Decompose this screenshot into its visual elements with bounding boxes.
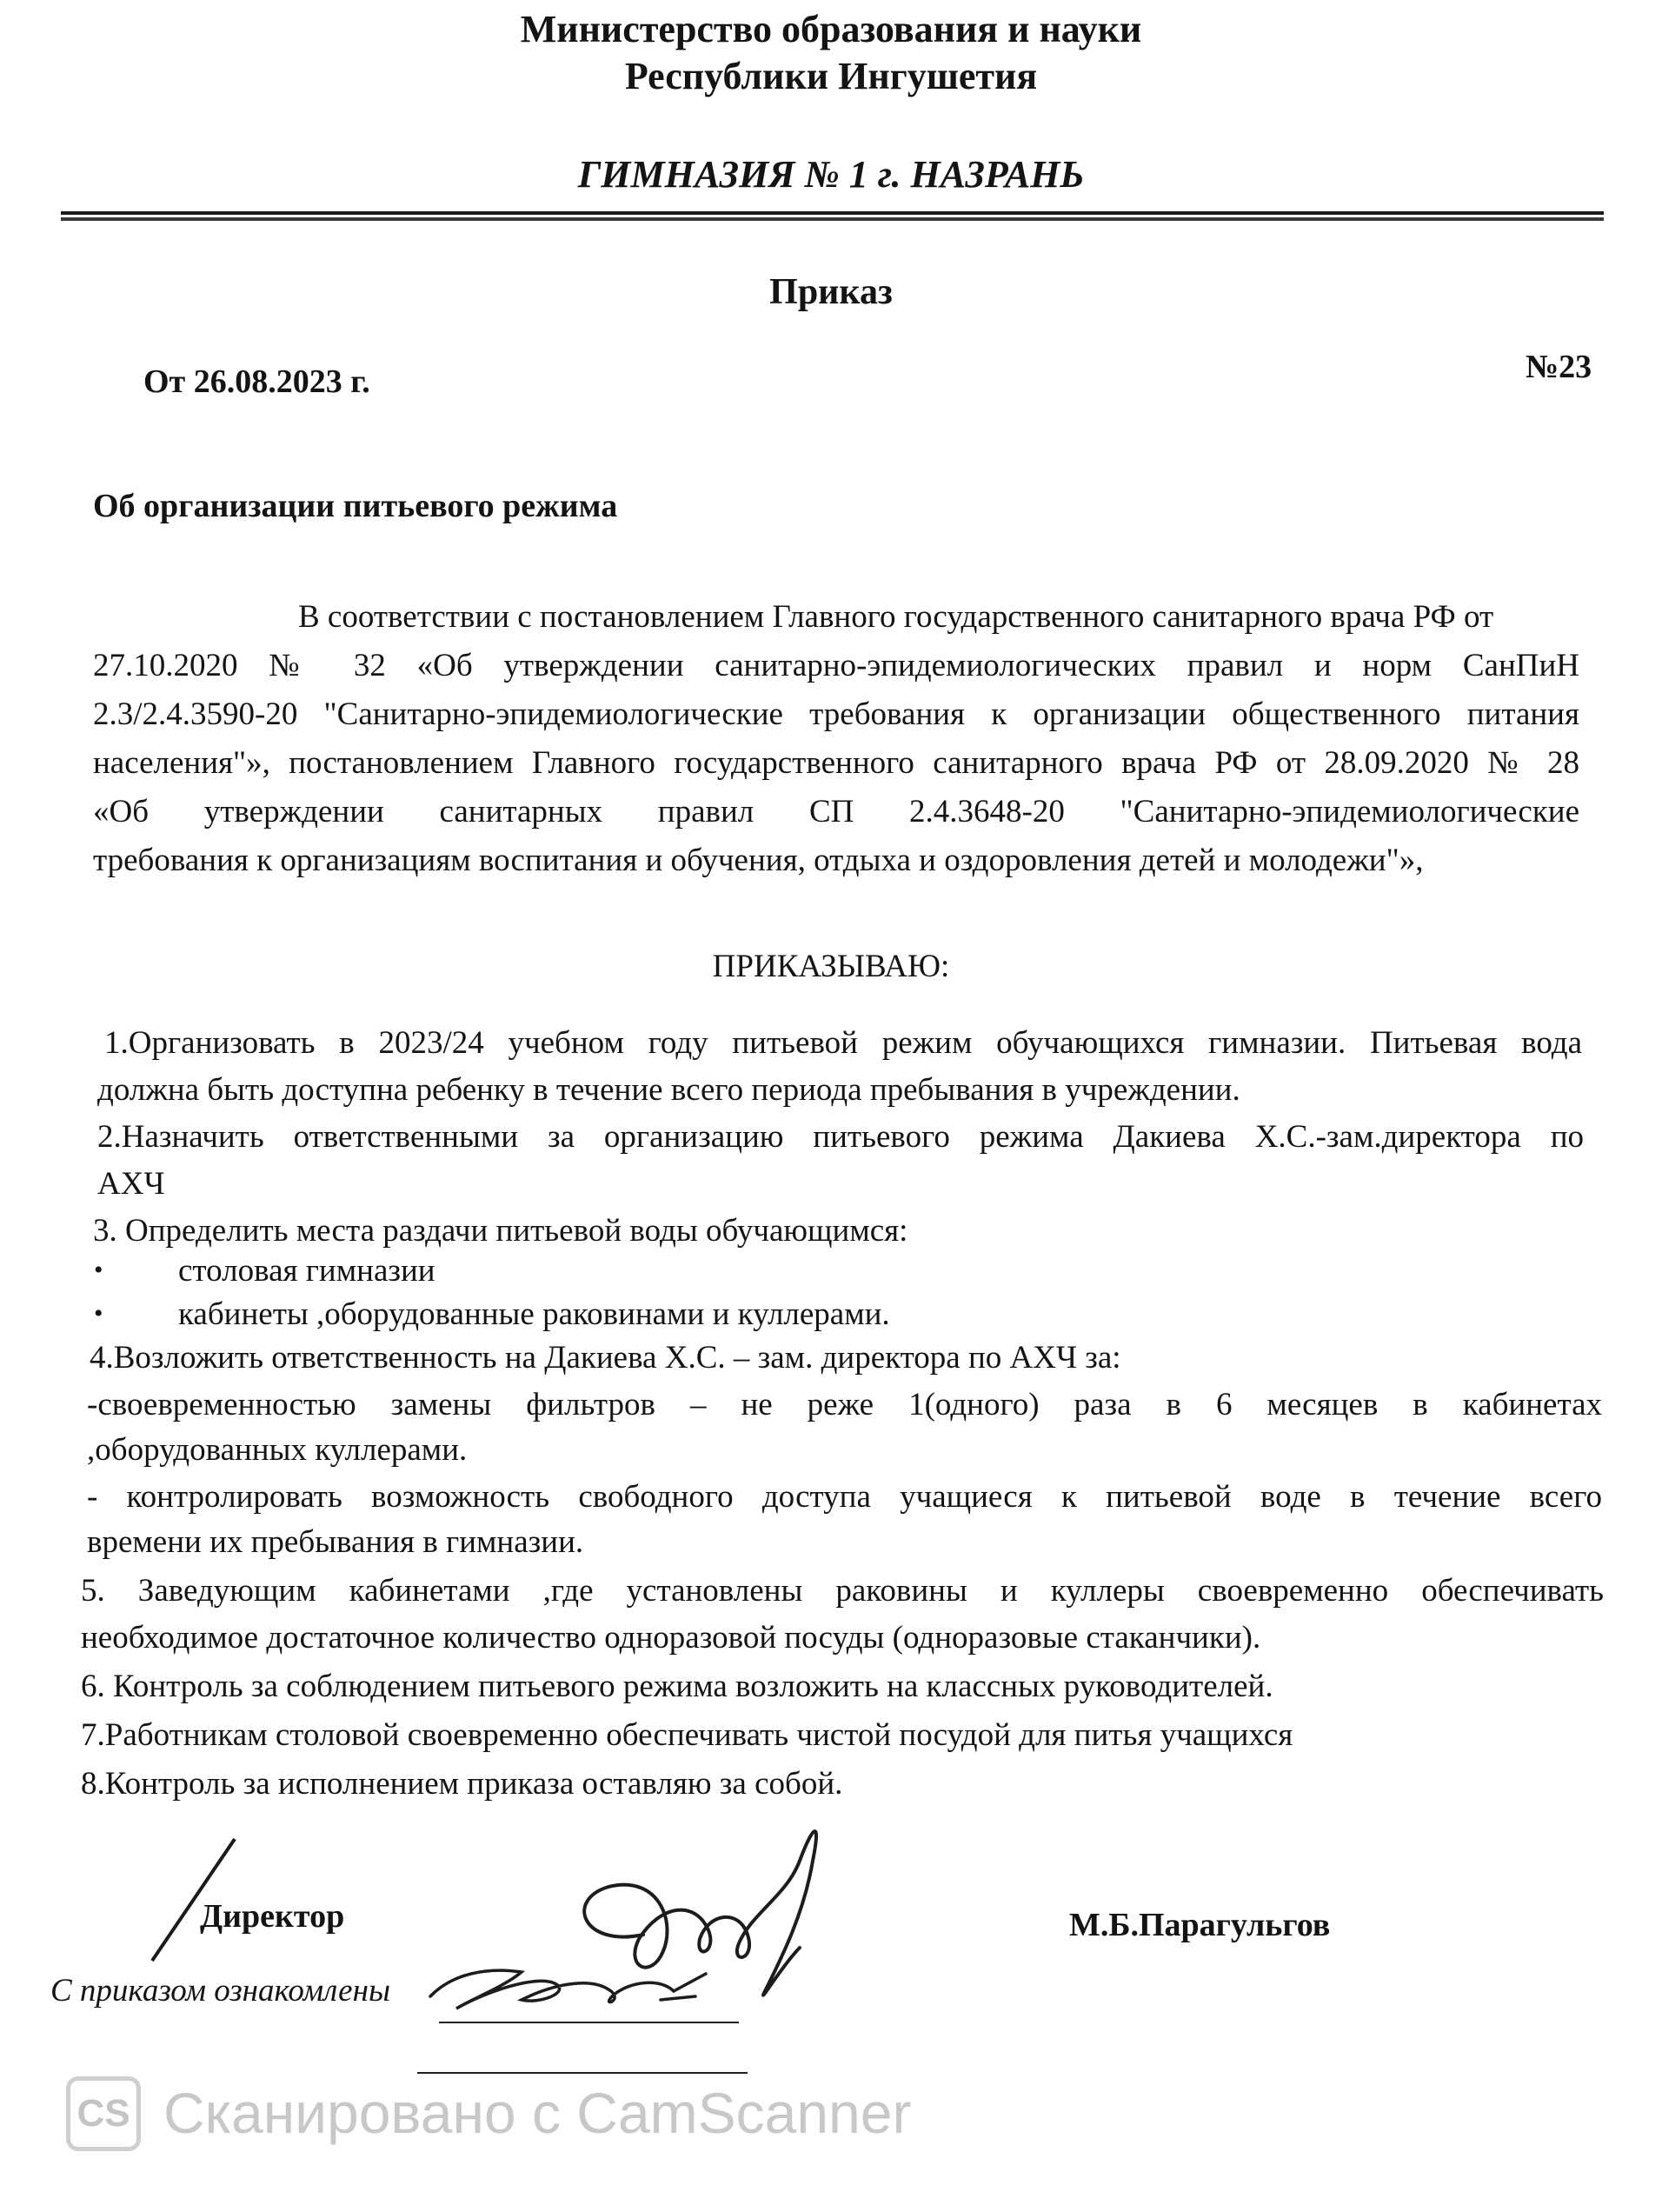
signatory-role: Директор	[200, 1898, 345, 1935]
director-signature	[584, 1831, 816, 1995]
order-item-line: 4.Возложить ответственность на Дакиева Х.С. – зам. директора по АХЧ за:	[90, 1340, 1121, 1376]
preamble-line: В соответствии с постановлением Главного государственного санитарного врача РФ от	[298, 599, 1494, 635]
order-heading: ПРИКАЗЫВАЮ:	[712, 949, 950, 984]
order-item-line: столовая гимназии	[178, 1253, 435, 1289]
order-item-line: должна быть доступна ребенку в течение всего периода пребывания в учреждении.	[97, 1072, 1240, 1108]
list-bullet: •	[94, 1299, 103, 1328]
signature-stroke-slash	[152, 1839, 235, 1961]
order-date: От 26.08.2023 г.	[143, 363, 370, 400]
order-item-line: необходимое достаточное количество одноразовой посуды (одноразовые стаканчики).	[81, 1620, 1261, 1656]
order-item-line: 8.Контроль за исполнением приказа оставляю за собой.	[81, 1766, 843, 1802]
order-item-line: 5. Заведующим кабинетами ,где установлены раковины и куллеры своевременно обеспечивать	[81, 1573, 1604, 1609]
preamble-line: 27.10.2020 № 32 «Об утверждении санитарно-эпидемиологических правил и норм СанПиН	[93, 648, 1579, 683]
order-subject: Об организации питьевого режима	[93, 488, 618, 524]
order-item-line: АХЧ	[97, 1166, 165, 1202]
ministry-line-2: Республики Ингушетия	[624, 55, 1038, 97]
order-item-line: 2.Назначить ответственными за организацию питьевого режима Дакиева Х.С.-зам.директора по	[97, 1119, 1584, 1155]
document-title: Приказ	[769, 272, 893, 312]
preamble-line: «Об утверждении санитарных правил СП 2.4.3648-20 "Санитарно-эпидемиологические	[93, 794, 1579, 830]
camscanner-logo: CS	[66, 2076, 141, 2151]
order-item-line: времени их пребывания в гимназии.	[87, 1524, 584, 1560]
order-item-line: - контролировать возможность свободного доступа учащиеся к питьевой воде в течение всего	[87, 1479, 1602, 1515]
acquaintance-label: С приказом ознакомлены	[50, 1973, 391, 2009]
acquaintance-signature	[430, 1970, 706, 2009]
ministry-line-1: Министерство образования и науки	[520, 8, 1142, 50]
camscanner-watermark: Сканировано с CamScanner	[163, 2081, 912, 2145]
signatory-name: М.Б.Парагульгов	[1069, 1907, 1331, 1943]
school-name: ГИМНАЗИЯ № 1 г. НАЗРАНЬ	[577, 153, 1085, 196]
order-item-line: 7.Работникам столовой своевременно обеспечивать чистой посудой для питья учащихся	[81, 1717, 1293, 1753]
order-item-line: 3. Определить места раздачи питьевой воды обучающимся:	[93, 1213, 908, 1249]
preamble-line: требования к организациям воспитания и обучения, отдыха и оздоровления детей и молодежи"»,	[93, 843, 1424, 878]
preamble-line: населения"», постановлением Главного государственного санитарного врача РФ от 28.09.2020 № 28	[93, 745, 1579, 781]
order-number: №23	[1526, 349, 1592, 385]
list-bullet: •	[94, 1256, 103, 1284]
preamble-line: 2.3/2.4.3590-20 "Санитарно-эпидемиологические требования к организации общественного питания	[93, 696, 1579, 732]
order-item-line: -своевременностью замены фильтров – не реже 1(одного) раза в 6 месяцев в кабинетах	[87, 1387, 1602, 1422]
order-item-line: 1.Организовать в 2023/24 учебном году питьевой режим обучающихся гимназии. Питьевая вода	[104, 1025, 1582, 1061]
order-item-line: 6. Контроль за соблюдением питьевого режима возложить на классных руководителей.	[81, 1669, 1273, 1704]
order-item-line: кабинеты ,оборудованные раковинами и куллерами.	[178, 1296, 890, 1332]
order-item-line: ,оборудованных куллерами.	[87, 1432, 468, 1468]
